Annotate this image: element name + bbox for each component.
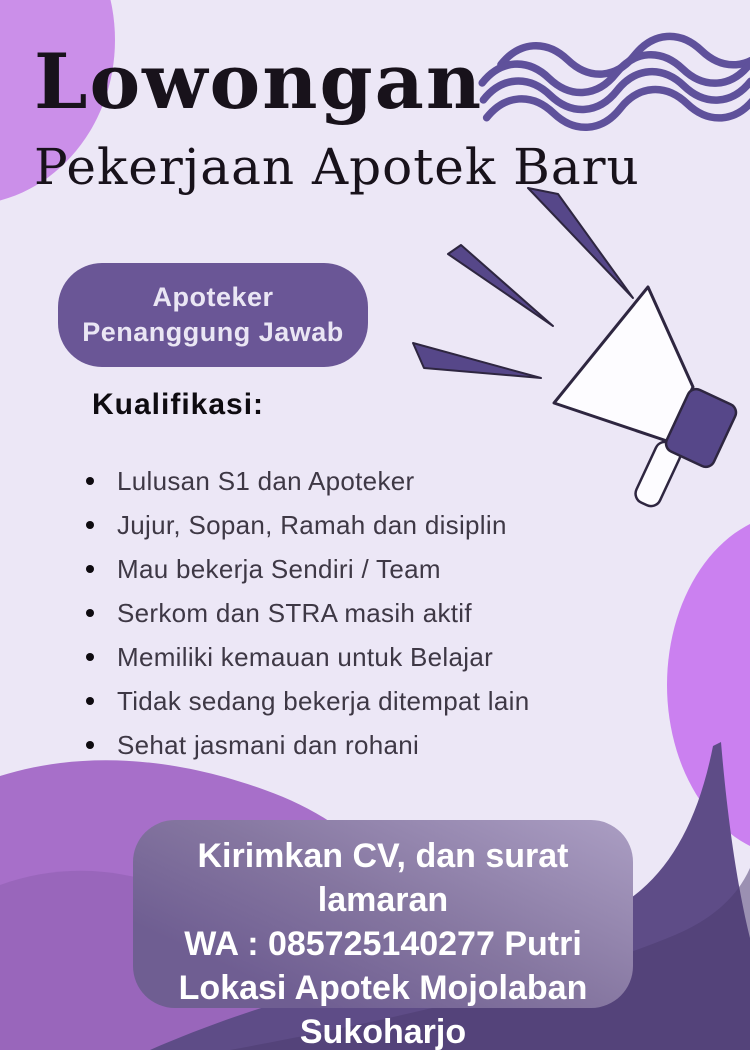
position-badge <box>58 263 368 367</box>
bullet-icon <box>86 565 94 573</box>
bullet-icon <box>86 741 94 749</box>
bullet-icon <box>86 521 94 529</box>
bullet-icon <box>86 609 94 617</box>
qualification-item <box>82 591 642 635</box>
position-badge-line-2: Penanggung Jawab <box>82 317 344 347</box>
position-badge-line-1: Apoteker <box>152 282 274 313</box>
qualification-item <box>82 723 642 767</box>
qualification-text: Sehat jasmani dan rohani <box>117 729 420 760</box>
qualifications-list <box>82 459 642 767</box>
qualification-text: Tidak sedang bekerja ditempat lain <box>117 685 530 716</box>
contact-line: Kirimkan CV, dan surat lamaran <box>197 837 569 919</box>
bullet-icon <box>86 477 94 485</box>
qualification-item <box>82 503 642 547</box>
bullet-icon <box>86 697 94 705</box>
qualification-item <box>82 635 642 679</box>
qualification-item <box>82 679 642 723</box>
bullet-icon <box>86 653 94 661</box>
qualifications-heading: Kualifikasi: <box>92 388 265 421</box>
contact-line: Sukoharjo <box>299 1013 467 1050</box>
qualification-text: Mau bekerja Sendiri / Team <box>117 553 441 584</box>
contact-line: Lokasi Apotek Mojolaban <box>178 969 588 1007</box>
contact-card <box>133 820 633 1050</box>
title-line-1: Lowongan <box>34 37 484 126</box>
title-line-2: Pekerjaan Apotek Baru <box>34 138 640 196</box>
poster-title <box>34 37 640 196</box>
qualification-text: Jujur, Sopan, Ramah dan disiplin <box>117 509 507 540</box>
qualification-text: Lulusan S1 dan Apoteker <box>117 465 415 496</box>
contact-line: WA : 085725140277 Putri <box>184 925 582 963</box>
qualification-item <box>82 547 642 591</box>
qualification-item <box>82 459 642 503</box>
qualification-text: Memiliki kemauan untuk Belajar <box>117 641 494 672</box>
qualification-text: Serkom dan STRA masih aktif <box>117 597 472 628</box>
